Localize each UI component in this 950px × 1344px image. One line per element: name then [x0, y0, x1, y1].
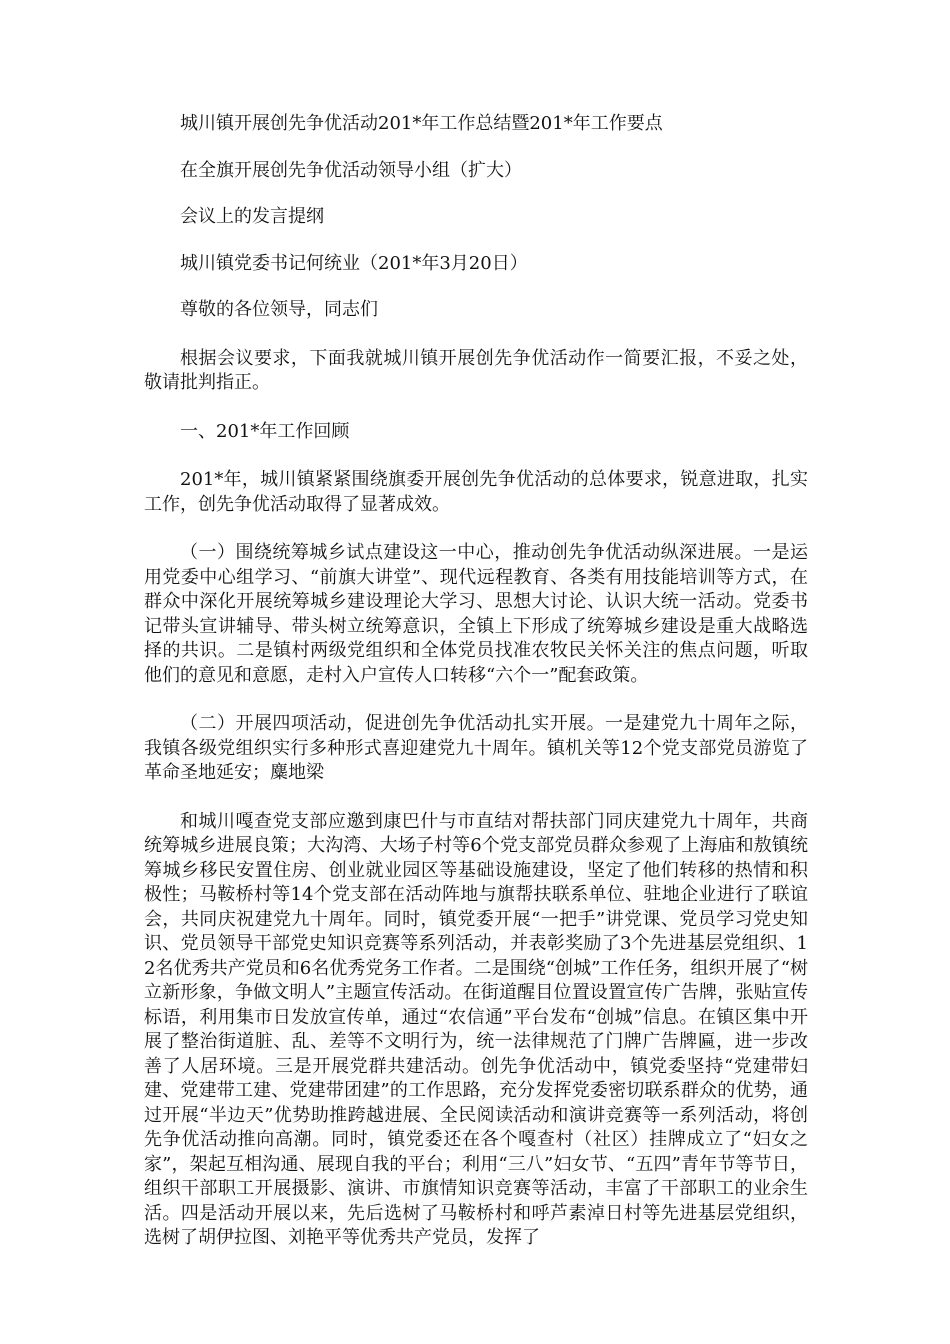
- speech-outline-line: 会议上的发言提纲: [180, 206, 324, 227]
- salutation: 尊敬的各位领导，同志们: [180, 299, 378, 320]
- section-heading: 一、201*年工作回顾: [180, 420, 350, 442]
- continuation-paragraph: 和城川嘎查党支部应邀到康巴什与市直结对帮扶部门同庆建党九十周年，共商统筹城乡进展良策；大沟湾、大场子村等6个党支部党员群众参观了上海庙和敖镇统筹城乡移民安置住房、创业就业园区等基础设施建设，坚定了他们转移的热情和积极性；马鞍桥村等14个党支部在活动阵地与旗帮扶联系单位、驻地企业进行了联谊会，共同庆祝建党九十周年。同时，镇党委开展“一把手”讲党课、党员学习党史知识、党员领导干部党史知识竞赛等系列活动，并表彰奖励了3个先进基层党组织、12名优秀共产党员和6名优秀党务工作者。二是围绕“创城”工作任务，组织开展了“树立新形象，争做文明人”主题宣传活动。在街道醒目位置设置宣传广告牌，张贴宣传标语，利用集市日发放宣传单，通过“农信通”平台发布“创城”信息。在镇区集中开展了整治街道脏、乱、差等不文明行为，统一法律规范了门牌广告牌匾，进一步改善了人居环境。三是开展党群共建活动。创先争优活动中，镇党委坚持“党建带妇建、党建带工建、党建带团建”的工作思路，充分发挥党委密切联系群众的优势，通过开展“半边天”优势助推跨越进展、全民阅读活动和演讲竞赛等一系列活动，将创先争优活动推向高潮。同时，镇党委还在各个嘎查村（社区）挂牌成立了“妇女之家”，架起互相沟通、展现自我的平台；利用“三八”妇女节、“五四”青年节等节日，组织干部职工开展摄影、演讲、市旗情知识竞赛等活动，丰富了干部职工的业余生活。四是活动开展以来，先后选树了马鞍桥村和呼芦素淖日村等先进基层党组织，选树了胡伊拉图、刘艳平等优秀共产党员，发挥了: [144, 810, 808, 1248]
- overview-paragraph: 201*年，城川镇紧紧围绕旗委开展创先争优活动的总体要求，锐意进取，扎实工作，创先争优活动取得了显著成效。: [144, 469, 808, 515]
- section-one-paragraph: （一）围绕统筹城乡试点建设这一中心，推动创先争优活动纵深进展。一是运用党委中心组学习、“前旗大讲堂”、现代远程教育、各类有用技能培训等方式，在群众中深化开展统筹城乡建设理论大学习、思想大讨论、认识大统一活动。党委书记带头宣讲辅导、带头树立统筹意识，全镇上下形成了统筹城乡建设是重大战略选择的共识。二是镇村两级党组织和全体党员找准农牧民关怀关注的焦点问题，听取他们的意见和意愿，走村入户宣传人口转移“六个一”配套政策。: [144, 542, 808, 686]
- speaker-line: 城川镇党委书记何统业（201*年3月20日）: [180, 252, 528, 274]
- meeting-name-line: 在全旗开展创先争优活动领导小组（扩大）: [180, 159, 522, 181]
- section-two-paragraph: （二）开展四项活动，促进创先争优活动扎实开展。一是建党九十周年之际，我镇各级党组织实行多种形式喜迎建党九十周年。镇机关等12个党支部党员游览了革命圣地延安；麋地梁: [144, 713, 808, 783]
- document-title: 城川镇开展创先争优活动201*年工作总结暨201*年工作要点: [180, 113, 663, 134]
- document-body: [144, 112, 808, 1251]
- intro-paragraph: 根据会议要求，下面我就城川镇开展创先争优活动作一简要汇报，不妥之处，敬请批判指正。: [144, 347, 808, 393]
